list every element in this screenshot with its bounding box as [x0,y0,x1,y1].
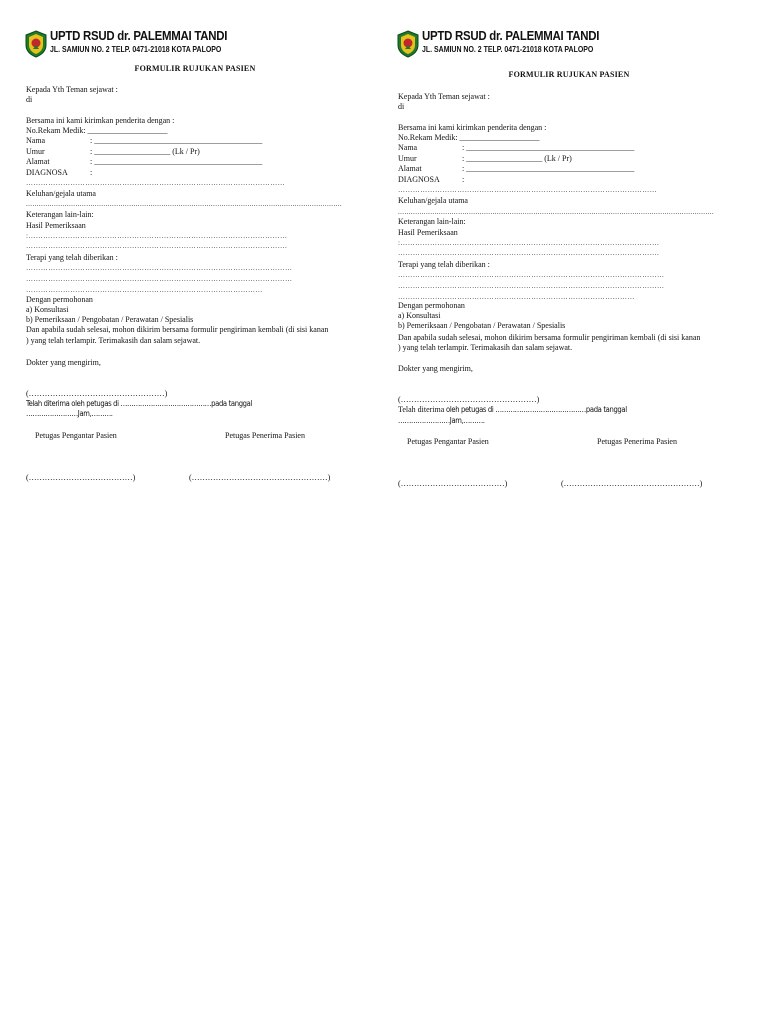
received-text: Telah diterima oleh petugas di ……………………………………pada tanggal [26,399,253,408]
permohonan-label: Dengan permohonan [398,301,465,310]
hospital-name: UPTD RSUD dr. PALEMMAI TANDI [50,28,228,43]
petugas-pengantar-label: Petugas Pengantar Pasien [35,431,117,440]
to-line: Kepada Yth Teman sejawat : [26,85,118,94]
petugas-penerima-label: Petugas Penerima Pasien [225,431,305,440]
regency-crest-icon [24,30,48,58]
closing-line-2: ) yang telah terlampir. Terimakasih dan salam sejawat. [26,336,201,345]
umur-label: Umur [398,154,417,163]
option-b: b) Pemeriksaan / Pengobatan / Perawatan / Spesialis [398,321,566,330]
closing-line-1: Dan apabila sudah selesai, mohon dikirim bersama formulir pengiriman kembali (di sisi kanan [398,333,701,342]
referral-form-left [24,0,394,500]
keluhan-label: Keluhan/gejala utama [26,189,96,198]
petugas-pengantar-label: Petugas Pengantar Pasien [407,437,489,446]
regency-crest-icon [396,30,420,58]
keluhan-dots: ................................................................................................................................................... [398,208,715,216]
form-title: FORMULIR RUJUKAN PASIEN [134,64,256,73]
umur-field: : ___________________ (Lk / Pr) [90,147,200,156]
nama-field: : __________________________________________ [462,143,635,152]
option-a: a) Konsultasi [398,311,441,320]
terapi-label: Terapi yang telah diberikan : [26,253,118,262]
hasil-dots-2: ……………………………………………………………………………………………. [398,249,660,257]
terapi-dots-3: …………………………………………………………………………………… [398,293,635,301]
closing-line-1: Dan apabila sudah selesai, mohon dikirim bersama formulir pengiriman kembali (di sisi kanan [26,325,329,334]
received-line [26,399,277,409]
terapi-dots-1: ……………………………………………………………………………………………… [26,264,293,272]
keterangan-label: Keterangan lain-lain: [398,217,466,226]
doctor-signature-line: (……………………………………………) [26,389,168,398]
alamat-label: Alamat [26,157,50,166]
intro-text: Bersama ini kami kirimkan penderita dengan : [398,123,547,132]
form-title: FORMULIR RUJUKAN PASIEN [508,70,630,79]
hasil-label: Hasil Pemeriksaan [26,221,86,230]
diagnosa-colon: : [462,175,465,184]
hospital-address: JL. SAMIUN NO. 2 TELP. 0471-21018 KOTA PALOPO [422,44,594,54]
diagnosa-dots: …………………………………………………………………………………………… [26,179,285,187]
di-label: di [398,102,405,111]
received-prefix: Telah diterima [398,405,445,414]
option-a: a) Konsultasi [26,305,69,314]
nama-label: Nama [26,136,46,145]
hasil-dots-1: :…………………………………………………………………………………………… [26,232,288,240]
received-line [398,405,647,415]
alamat-field: : __________________________________________ [90,157,263,166]
terapi-label: Terapi yang telah diberikan : [398,260,490,269]
diagnosa-label: DIAGNOSA [398,175,440,184]
dokter-label: Dokter yang mengirim, [398,364,473,373]
closing-line-2: ) yang telah terlampir. Terimakasih dan salam sejawat. [398,343,573,352]
jam-text: ……………………Jam,………. [26,409,113,418]
hospital-address: JL. SAMIUN NO. 2 TELP. 0471-21018 KOTA PALOPO [50,44,222,54]
di-label: di [26,95,33,104]
nama-field: : __________________________________________ [90,136,263,145]
jam-text: ……………………Jam,………. [398,416,485,425]
keluhan-dots: ................................................................................................................................................... [26,200,343,208]
keluhan-label: Keluhan/gejala utama [398,196,468,205]
terapi-dots-1: ……………………………………………………………………………………………… [398,271,665,279]
pengantar-signature-line: (…………………………………) [398,479,508,488]
jam-line [398,416,494,426]
option-b: b) Pemeriksaan / Pengobatan / Perawatan / Spesialis [26,315,194,324]
petugas-penerima-label: Petugas Penerima Pasien [597,437,677,446]
diagnosa-dots: …………………………………………………………………………………………… [398,186,657,194]
alamat-label: Alamat [398,164,422,173]
doctor-signature-line: (……………………………………………) [398,395,540,404]
hasil-dots-1: :…………………………………………………………………………………………… [398,239,660,247]
referral-form-right [396,0,766,500]
terapi-dots-3: …………………………………………………………………………………… [26,286,263,294]
received-text: oleh petugas di ……………………………………pada tanggal [446,405,628,414]
terapi-dots-2: ……………………………………………………………………………………………… [398,282,665,290]
keterangan-label: Keterangan lain-lain: [26,210,94,219]
dokter-label: Dokter yang mengirim, [26,358,101,367]
umur-label: Umur [26,147,45,156]
penerima-signature-line: (……………………………………………) [189,473,331,482]
rekam-medik-field: No.Rekam Medik: ____________________ [26,126,168,135]
nama-label: Nama [398,143,418,152]
umur-field: : ___________________ (Lk / Pr) [462,154,572,163]
jam-line [26,409,122,419]
penerima-signature-line: (……………………………………………) [561,479,703,488]
hospital-name: UPTD RSUD dr. PALEMMAI TANDI [422,28,600,43]
hasil-label: Hasil Pemeriksaan [398,228,458,237]
to-line: Kepada Yth Teman sejawat : [398,92,490,101]
permohonan-label: Dengan permohonan [26,295,93,304]
hasil-dots-2: ……………………………………………………………………………………………. [26,242,288,250]
pengantar-signature-line: (…………………………………) [26,473,136,482]
terapi-dots-2: ……………………………………………………………………………………………… [26,275,293,283]
alamat-field: : __________________________________________ [462,164,635,173]
diagnosa-colon: : [90,168,93,177]
intro-text: Bersama ini kami kirimkan penderita dengan : [26,116,175,125]
diagnosa-label: DIAGNOSA [26,168,68,177]
rekam-medik-field: No.Rekam Medik: ____________________ [398,133,540,142]
